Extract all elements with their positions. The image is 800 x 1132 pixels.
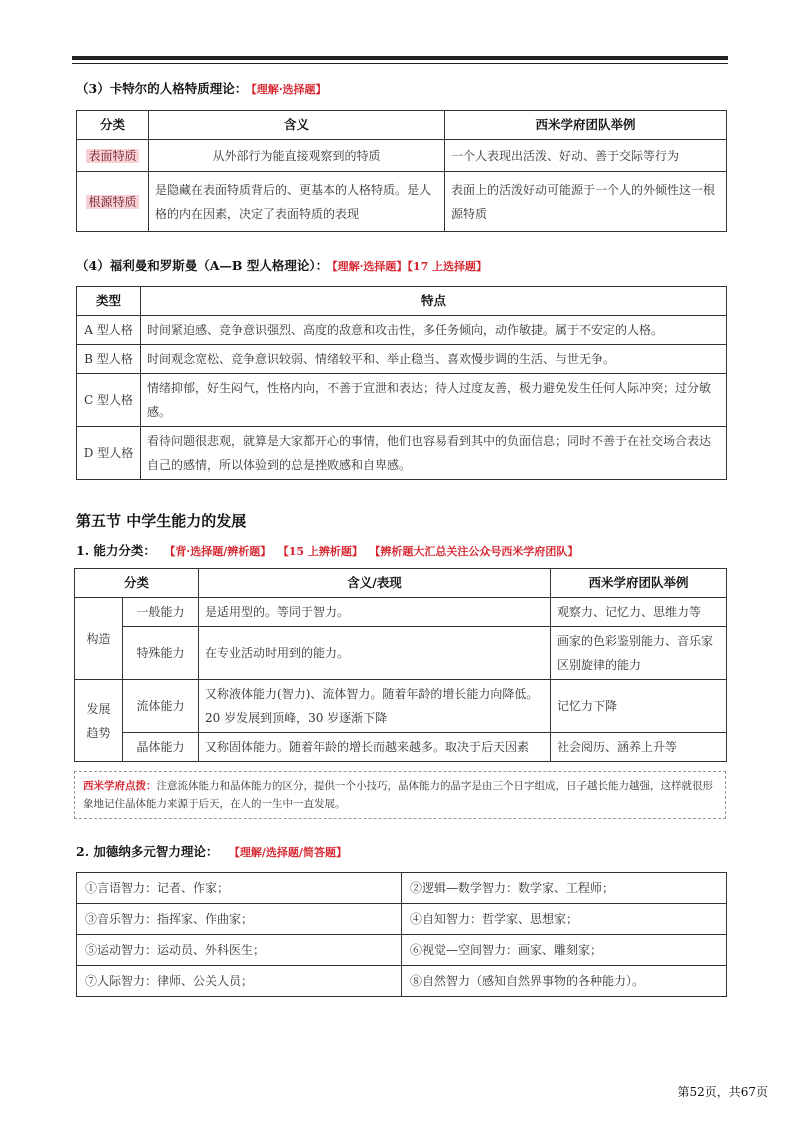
ability-tag: 【背·选择题/辨析题】	[169, 545, 272, 558]
section4-tag: 【理解·选择题】	[332, 260, 408, 273]
sub-cell: 一般能力	[123, 598, 199, 627]
ability-heading	[76, 541, 578, 559]
table-header-row	[77, 287, 727, 316]
desc-cell: 时间紧迫感、竞争意识强烈、高度的敌意和攻击性，多任务倾向，动作敏捷。属于不安定的人格。	[141, 316, 727, 345]
ability-tag: 【辨析题大汇总关注公众号西米学府团队】	[374, 545, 579, 558]
category-highlight: 根源特质	[88, 194, 137, 209]
group-cell: 发展趋势	[75, 680, 123, 762]
table-row	[77, 427, 727, 480]
table-row	[77, 140, 727, 172]
table-row	[77, 935, 727, 966]
section3-tag: 【理解·选择题】	[251, 83, 327, 96]
table-header-row	[75, 569, 727, 598]
table-row	[75, 627, 727, 680]
table-row	[77, 873, 727, 904]
gardner-table	[76, 872, 727, 997]
meaning-cell: 是隐藏在表面特质背后的、更基本的人格特质。是人格的内在因素，决定了表面特质的表现	[149, 172, 445, 232]
table-row	[77, 904, 727, 935]
table-row	[75, 733, 727, 762]
intelligence-cell: ⑦人际智力：律师、公关人员；	[77, 966, 402, 997]
chapter-title: 第五节 中学生能力的发展	[76, 512, 247, 530]
gardner-title: 2. 加德纳多元智力理论：	[76, 844, 219, 859]
example-cell: 记忆力下降	[551, 680, 727, 733]
meaning-cell: 又称液体能力(智力)、流体智力。随着年龄的增长能力向降低。20 岁发展到顶峰，30 岁逐渐下降	[199, 680, 551, 733]
header-cell: 分类	[77, 111, 149, 140]
intelligence-cell: ④自知智力：哲学家、思想家；	[402, 904, 727, 935]
type-cell: D 型人格	[77, 427, 141, 480]
sub-cell: 特殊能力	[123, 627, 199, 680]
header-cell: 特点	[141, 287, 727, 316]
gardner-tag: 【理解/选择题/简答题】	[234, 846, 347, 859]
example-cell: 一个人表现出活泼、好动、善于交际等行为	[445, 140, 727, 172]
desc-cell: 时间观念宽松、竞争意识较弱、情绪较平和、举止稳当、喜欢慢步调的生活、与世无争。	[141, 345, 727, 374]
table-header-row	[77, 111, 727, 140]
header-cell: 西米学府团队举例	[551, 569, 727, 598]
tip-note	[74, 771, 726, 819]
meaning-cell: 在专业活动时用到的能力。	[199, 627, 551, 680]
example-cell: 观察力、记忆力、思维力等	[551, 598, 727, 627]
cattell-table	[76, 110, 727, 232]
header-cell: 分类	[75, 569, 199, 598]
intelligence-cell: ①言语智力：记者、作家；	[77, 873, 402, 904]
ability-tag: 【15 上辨析题】	[283, 545, 363, 558]
header-cell: 含义	[149, 111, 445, 140]
table-row	[77, 345, 727, 374]
section4-heading	[76, 256, 487, 274]
type-cell: B 型人格	[77, 345, 141, 374]
intelligence-cell: ⑤运动智力：运动员、外科医生；	[77, 935, 402, 966]
intelligence-cell: ⑧自然智力（感知自然界事物的各种能力）。	[402, 966, 727, 997]
type-cell: C 型人格	[77, 374, 141, 427]
sub-cell: 晶体能力	[123, 733, 199, 762]
table-row	[77, 966, 727, 997]
table-row	[77, 374, 727, 427]
sub-cell: 流体能力	[123, 680, 199, 733]
gardner-heading	[76, 842, 347, 860]
intelligence-cell: ⑥视觉—空间智力：画家、雕刻家；	[402, 935, 727, 966]
intelligence-cell: ③音乐智力：指挥家、作曲家；	[77, 904, 402, 935]
table-row	[77, 316, 727, 345]
header-rule-thin	[72, 63, 728, 64]
tip-text: 注意流体能力和晶体能力的区分，提供一个小技巧，晶体能力的晶字是由三个日字组成，日子越长能力越强，这样就很形象地记住晶体能力来源于后天，在人的一生中一直发展。	[83, 780, 713, 810]
section3-title: （3）卡特尔的人格特质理论：	[76, 81, 248, 96]
category-highlight: 表面特质	[88, 148, 137, 163]
desc-cell: 情绪抑郁，好生闷气，性格内向，不善于宣泄和表达；待人过度友善，极力避免发生任何人际冲突；过分敏感。	[141, 374, 727, 427]
example-cell: 社会阅历、涵养上升等	[551, 733, 727, 762]
type-cell: A 型人格	[77, 316, 141, 345]
meaning-cell: 又称固体能力。随着年龄的增长而越来越多。取决于后天因素	[199, 733, 551, 762]
table-row	[75, 680, 727, 733]
page-number: 第52页，共67页	[677, 1085, 768, 1099]
table-row	[77, 172, 727, 232]
group-cell: 构造	[75, 598, 123, 680]
section3-heading	[76, 79, 327, 97]
tip-label: 西米学府点拨：	[83, 780, 157, 792]
category-cell	[77, 172, 149, 232]
category-cell	[77, 140, 149, 172]
section4-tag: 【17 上选择题】	[407, 260, 488, 273]
meaning-cell: 从外部行为能直接观察到的特质	[149, 140, 445, 172]
section4-title: （4）福利曼和罗斯曼（A—B 型人格理论）：	[76, 258, 329, 273]
example-cell: 画家的色彩鉴别能力、音乐家区别旋律的能力	[551, 627, 727, 680]
ability-title: 1. 能力分类：	[76, 543, 156, 558]
ability-table	[74, 568, 727, 762]
ab-type-table	[76, 286, 727, 480]
header-cell: 西米学府团队举例	[445, 111, 727, 140]
header-rule-thick	[72, 56, 728, 60]
intelligence-cell: ②逻辑—数学智力：数学家、工程师；	[402, 873, 727, 904]
table-row	[75, 598, 727, 627]
meaning-cell: 是适用型的。等同于智力。	[199, 598, 551, 627]
header-cell: 含义/表现	[199, 569, 551, 598]
header-cell: 类型	[77, 287, 141, 316]
example-cell: 表面上的活泼好动可能源于一个人的外倾性这一根源特质	[445, 172, 727, 232]
desc-cell: 看待问题很悲观，就算是大家都开心的事情，他们也容易看到其中的负面信息；同时不善于在社交场合表达自己的感情，所以体验到的总是挫败感和自卑感。	[141, 427, 727, 480]
